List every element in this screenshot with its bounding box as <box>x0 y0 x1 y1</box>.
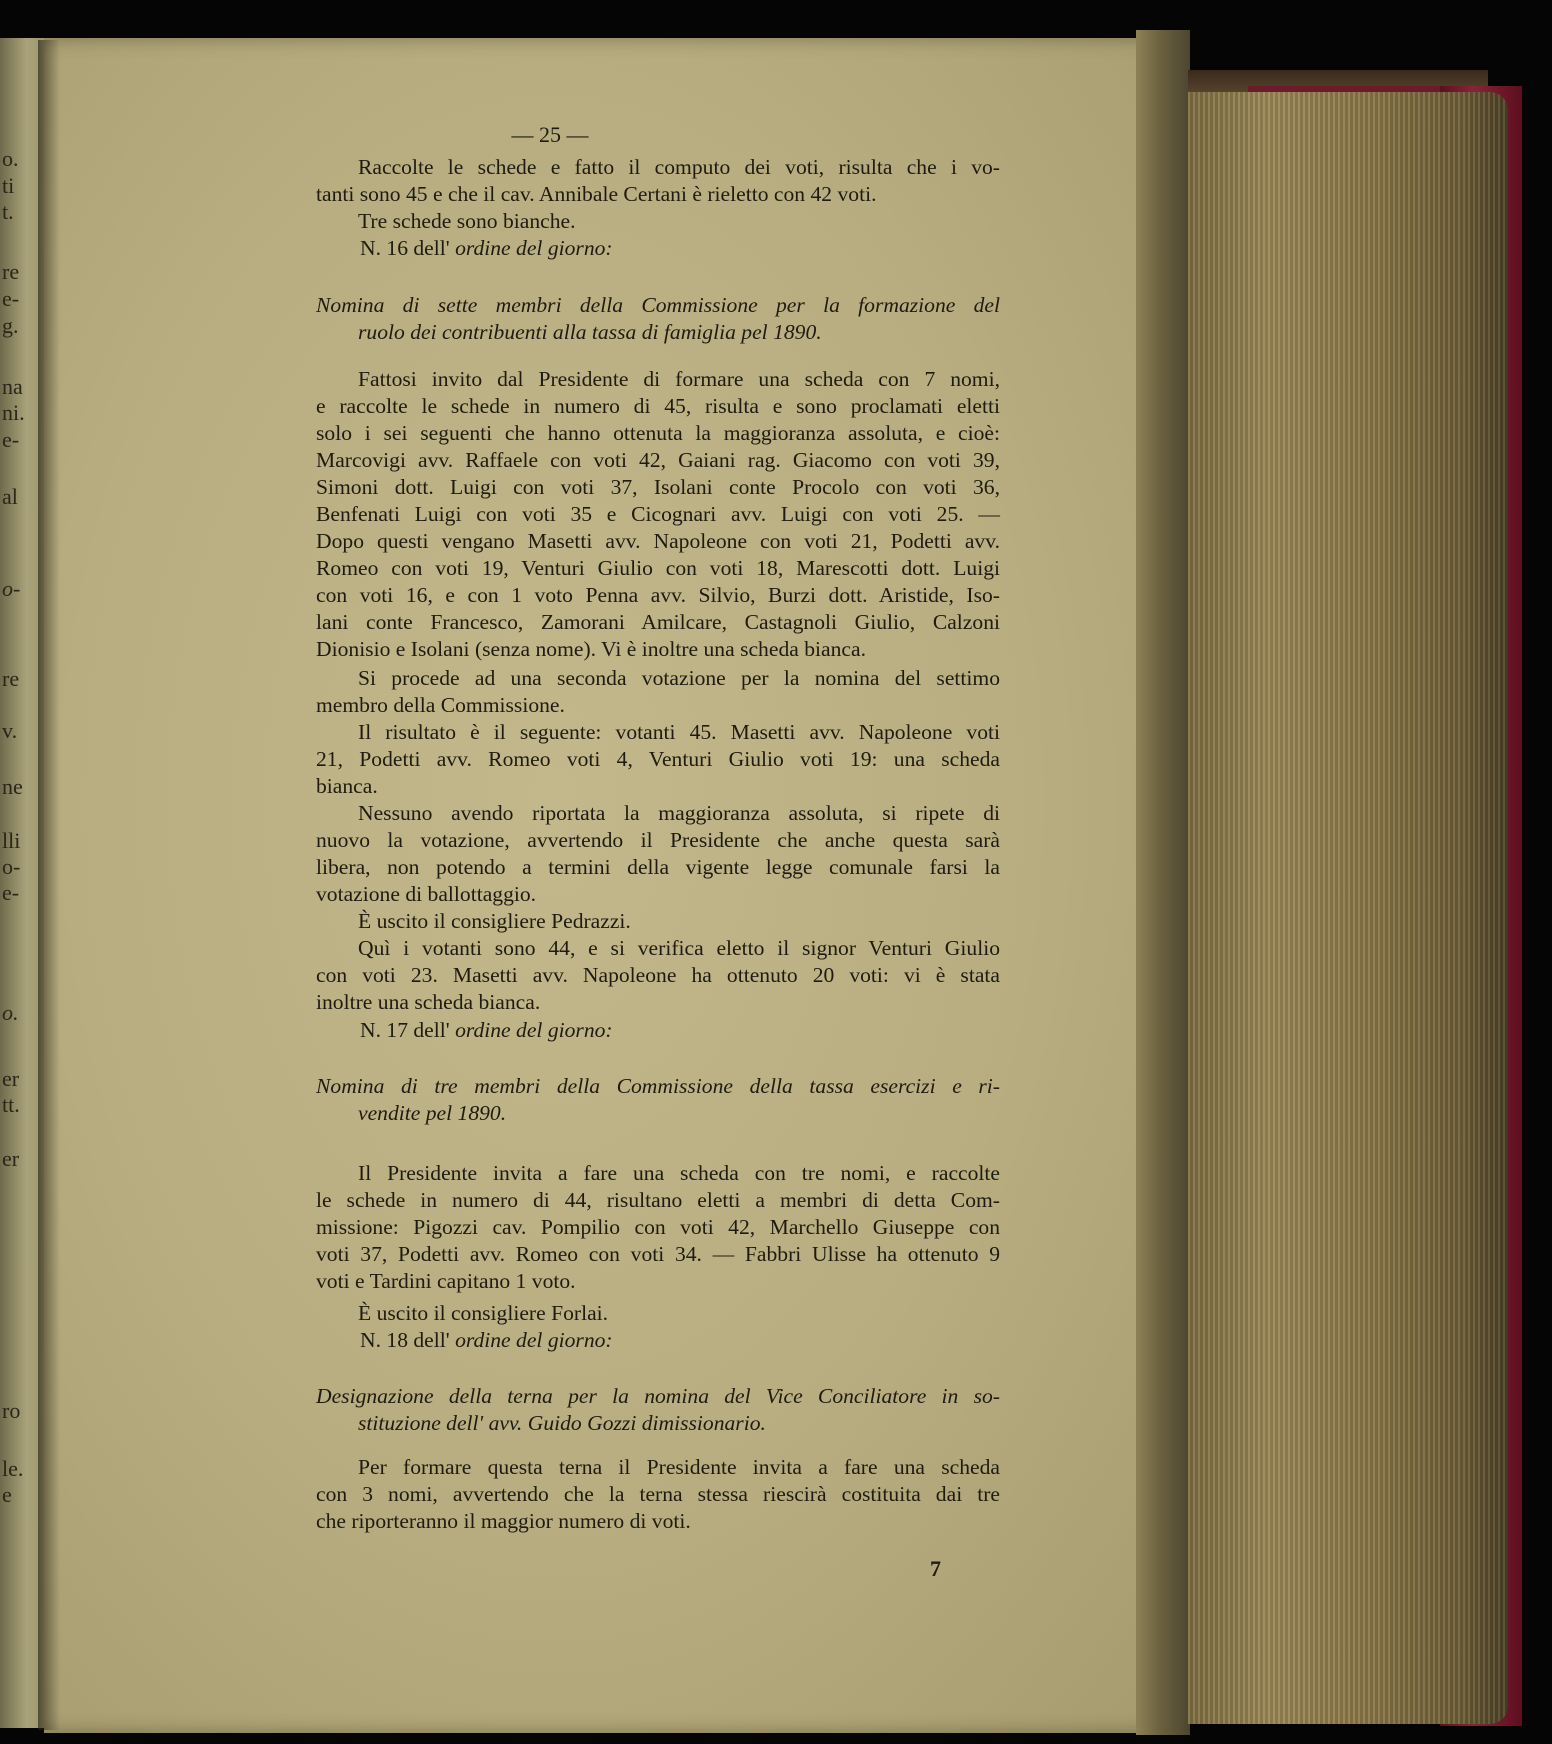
previous-page-fragment: ti <box>2 173 15 198</box>
paragraph <box>316 719 1000 800</box>
paragraph <box>316 208 1000 235</box>
text-line: libera, non potendo a termini della vigente legge comunale farsi la <box>316 855 1000 879</box>
text-line: solo i sei seguenti che hanno ottenuta la maggioranza assoluta, e cioè: <box>316 421 1000 445</box>
text-line: votazione di ballottaggio. <box>316 882 537 906</box>
text-line: con voti 23. Masetti avv. Napoleone ha ottenuto 20 voti: vi è stata <box>316 963 1000 987</box>
paragraph <box>316 1160 1000 1295</box>
page-curl-edge <box>1136 30 1190 1735</box>
gutter-shadow <box>38 40 60 1730</box>
text-line: Nomina di tre membri della Commissione della tassa esercizi e ri- <box>316 1074 1000 1098</box>
text-line: 21, Podetti avv. Romeo voti 4, Venturi Giulio voti 19: una scheda <box>316 747 1000 771</box>
text-line: Dionisio e Isolani (senza nome). Vi è inoltre una scheda bianca. <box>316 637 866 661</box>
previous-page-fragment: tt. <box>2 1092 20 1117</box>
text-line: Nomina di sette membri della Commissione per la formazione del <box>316 293 1000 317</box>
paragraph <box>316 1454 1000 1535</box>
previous-page-fragment: o. <box>2 1000 19 1025</box>
text-line: membro della Commissione. <box>316 693 565 717</box>
paragraph <box>316 665 1000 719</box>
agenda-item-number: N. 16 dell' <box>360 236 456 260</box>
paragraph <box>316 154 1000 208</box>
previous-page-fragment: lli <box>2 828 21 853</box>
agenda-item-line <box>360 1017 613 1044</box>
previous-page-fragment: ro <box>2 1398 21 1423</box>
paragraph <box>316 908 1000 935</box>
text-line: Il risultato è il seguente: votanti 45. Masetti avv. Napoleone voti <box>358 720 1000 744</box>
signature-mark: 7 <box>930 1556 941 1581</box>
section-heading <box>316 1383 1000 1437</box>
text-line: ruolo dei contribuenti alla tassa di famiglia pel 1890. <box>358 320 822 344</box>
text-line: tanti sono 45 e che il cav. Annibale Certani è rieletto con 42 voti. <box>316 182 877 206</box>
agenda-item-label: ordine del giorno: <box>455 1328 613 1352</box>
text-line: che riporteranno il maggior numero di voti. <box>316 1509 691 1533</box>
previous-page-fragment: al <box>2 484 18 509</box>
previous-page-fragment: le. <box>2 1456 24 1481</box>
previous-page-fragment: re <box>2 259 20 284</box>
text-line: Si procede ad una seconda votazione per la nomina del settimo <box>358 666 1000 690</box>
previous-page-fragment: er <box>2 1066 20 1091</box>
text-line: Quì i votanti sono 44, e si verifica eletto il signor Venturi Giulio <box>358 936 1000 960</box>
agenda-item-line <box>360 235 613 262</box>
text-line: È uscito il consigliere Forlai. <box>358 1301 609 1325</box>
previous-page-fragment: t. <box>2 199 14 224</box>
text-line: stituzione dell' avv. Guido Gozzi dimissionario. <box>358 1411 766 1435</box>
previous-page-fragment: o. <box>2 146 19 171</box>
text-line: missione: Pigozzi cav. Pompilio con voti 42, Marchello Giuseppe con <box>316 1215 1000 1239</box>
text-line: Fattosi invito dal Presidente di formare una scheda con 7 nomi, <box>358 367 1000 391</box>
text-line: con 3 nomi, avvertendo che la terna stessa riescirà costituita dai tre <box>316 1482 1000 1506</box>
text-line: inoltre una scheda bianca. <box>316 990 541 1014</box>
text-line: Dopo questi vengano Masetti avv. Napoleone con voti 21, Podetti avv. <box>316 529 1000 553</box>
previous-page-fragment: e- <box>2 427 20 452</box>
agenda-item-number: N. 18 dell' <box>360 1328 456 1352</box>
previous-page-fragment: e <box>2 1482 12 1507</box>
book-page-edges <box>1188 92 1508 1724</box>
previous-page-fragment: o- <box>2 854 21 879</box>
text-line: Marcovigi avv. Raffaele con voti 42, Gaiani rag. Giacomo con voti 39, <box>316 448 1000 472</box>
agenda-item-number: N. 17 dell' <box>360 1018 456 1042</box>
previous-page-fragment: re <box>2 666 20 691</box>
text-line: le schede in numero di 44, risultano eletti a membri di detta Com- <box>316 1188 1000 1212</box>
text-line: È uscito il consigliere Pedrazzi. <box>358 909 631 933</box>
text-line: Tre schede sono bianche. <box>358 209 576 233</box>
paragraph <box>316 800 1000 908</box>
previous-page-fragment: na <box>2 374 23 399</box>
previous-page-fragment: g. <box>2 313 19 338</box>
text-line: Per formare questa terna il Presidente invita a fare una scheda <box>358 1455 1000 1479</box>
agenda-item-label: ordine del giorno: <box>455 1018 613 1042</box>
text-line: e raccolte le schede in numero di 45, risulta e sono proclamati eletti <box>316 394 1000 418</box>
section-heading <box>316 292 1000 346</box>
text-line: Romeo con voti 19, Venturi Giulio con voti 18, Marescotti dott. Luigi <box>316 556 1000 580</box>
previous-page-fragment: ni. <box>2 400 25 425</box>
text-line: con voti 16, e con 1 voto Penna avv. Silvio, Burzi dott. Aristide, Iso- <box>316 583 1000 607</box>
text-line: Nessuno avendo riportata la maggioranza assoluta, si ripete di <box>358 801 1000 825</box>
text-line: Designazione della terna per la nomina del Vice Conciliatore in so- <box>316 1384 1000 1408</box>
text-line: bianca. <box>316 774 378 798</box>
previous-page-fragment: ne <box>2 774 23 799</box>
paragraph <box>316 935 1000 1016</box>
text-line: nuovo la votazione, avvertendo il Presidente che anche questa sarà <box>316 828 1000 852</box>
text-line: Raccolte le schede e fatto il computo dei voti, risulta che i vo- <box>358 155 1000 179</box>
paragraph <box>316 1300 1000 1327</box>
previous-page-fragment: e- <box>2 880 20 905</box>
text-line: voti 37, Podetti avv. Romeo con voti 34. — Fabbri Ulisse ha ottenuto 9 <box>316 1242 1000 1266</box>
agenda-item-line <box>360 1327 613 1354</box>
text-line: Benfenati Luigi con voti 35 e Cicognari avv. Luigi con voti 25. — <box>316 502 1000 526</box>
agenda-item-label: ordine del giorno: <box>455 236 613 260</box>
previous-page-fragment: v. <box>2 718 18 743</box>
page-number-header: — 25 — <box>511 122 589 147</box>
previous-page-fragment: er <box>2 1146 20 1171</box>
paragraph <box>316 366 1000 663</box>
previous-page-fragment: e- <box>2 286 20 311</box>
text-line: vendite pel 1890. <box>358 1101 507 1125</box>
previous-page-fragment: o- <box>2 576 21 601</box>
text-line: Il Presidente invita a fare una scheda con tre nomi, e raccolte <box>358 1161 1000 1185</box>
section-heading <box>316 1073 1000 1127</box>
text-line: Simoni dott. Luigi con voti 37, Isolani conte Procolo con voti 36, <box>316 475 1000 499</box>
text-line: voti e Tardini capitano 1 voto. <box>316 1269 576 1293</box>
text-line: lani conte Francesco, Zamorani Amilcare, Castagnoli Giulio, Calzoni <box>316 610 1000 634</box>
